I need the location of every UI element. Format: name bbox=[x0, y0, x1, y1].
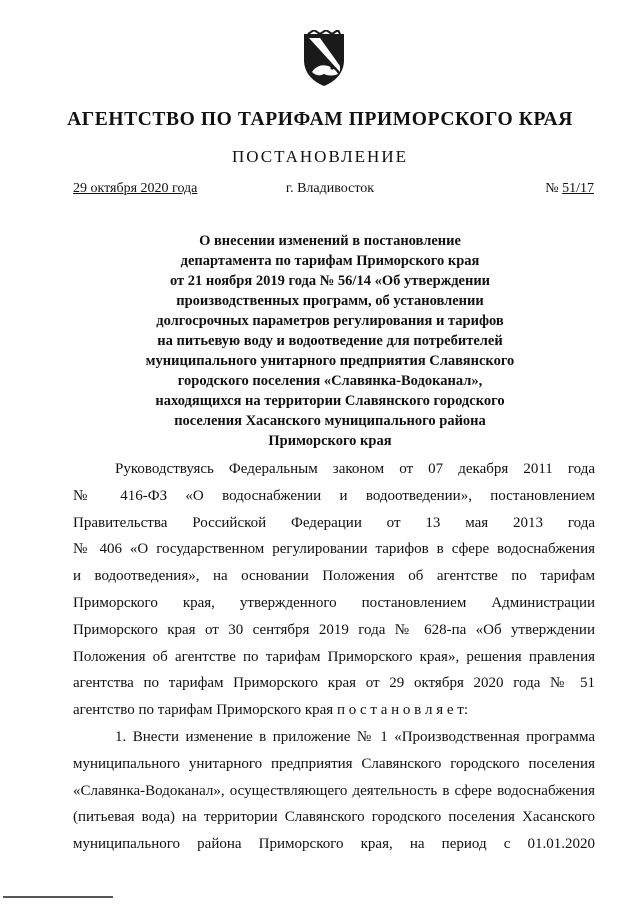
title-line: О внесении изменений в постановление bbox=[199, 233, 461, 249]
document-title bbox=[60, 231, 600, 451]
title-line: Приморского края bbox=[268, 433, 392, 449]
title-line: на питьевую воду и водоотведение для потребителей bbox=[157, 333, 503, 349]
number-prefix: № bbox=[545, 181, 563, 196]
title-line: находящихся на территории Славянского городского bbox=[155, 393, 505, 409]
document-city: г. Владивосток bbox=[285, 181, 375, 196]
title-line: муниципального унитарного предприятия Славянского bbox=[145, 353, 515, 369]
number-value: 51/17 bbox=[562, 181, 594, 196]
document-type: ПОСТАНОВЛЕНИЕ bbox=[231, 147, 408, 166]
body-line: и водоотведения», на основании Положения об агентстве по тарифам bbox=[73, 568, 595, 585]
coat-of-arms-icon bbox=[300, 30, 348, 88]
body-line: Положения об агентстве по тарифам Приморского края», решения правления bbox=[73, 648, 595, 665]
body-line: Правительства Российской Федерации от 13 мая 2013 года bbox=[73, 514, 595, 531]
title-line: от 21 ноября 2019 года № 56/14 «Об утверждении bbox=[169, 273, 491, 289]
title-line: поселения Хасанского муниципального района bbox=[174, 413, 486, 429]
body-line: № 416-ФЗ «О водоснабжении и водоотведении», постановлением bbox=[73, 487, 595, 504]
document-body bbox=[73, 456, 595, 858]
title-line: производственных программ, об установлении bbox=[176, 293, 484, 309]
body-line: Приморского края, утвержденного постановлением Администрации bbox=[73, 594, 595, 611]
title-line: городского поселения «Славянка-Водоканал», bbox=[177, 373, 483, 389]
scan-edge-mark bbox=[3, 896, 113, 898]
body-line: муниципального района Приморского края, на период с 01.01.2020 bbox=[73, 836, 595, 853]
body-line: Приморского края от 30 сентября 2019 года № 628-па «Об утверждении bbox=[73, 621, 595, 638]
agency-name: АГЕНТСТВО ПО ТАРИФАМ ПРИМОРСКОГО КРАЯ bbox=[67, 109, 573, 130]
body-line: муниципального унитарного предприятия Славянского городского поселения bbox=[73, 755, 595, 772]
body-line: 1. Внести изменение в приложение № 1 «Производственная программа bbox=[115, 728, 595, 745]
body-line: «Славянка-Водоканал», осуществляющего деятельность в сфере водоснабжения bbox=[73, 782, 595, 799]
body-line: Руководствуясь Федеральным законом от 07 декабря 2011 года bbox=[115, 461, 595, 477]
body-line: агентства по тарифам Приморского края от 29 октября 2020 года № 51 bbox=[73, 675, 595, 692]
body-line: № 406 «О государственном регулировании тарифов в сфере водоснабжения bbox=[73, 541, 595, 558]
body-line: агентство по тарифам Приморского края п о с т а н о в л я е т: bbox=[73, 702, 468, 719]
title-line: департамента по тарифам Приморского края bbox=[180, 253, 480, 269]
document-date: 29 октября 2020 года bbox=[73, 181, 198, 196]
body-line: (питьевая вода) на территории Славянского городского поселения Хасанского bbox=[73, 809, 595, 826]
document-number bbox=[545, 181, 594, 197]
title-line: долгосрочных параметров регулирования и тарифов bbox=[156, 313, 504, 329]
